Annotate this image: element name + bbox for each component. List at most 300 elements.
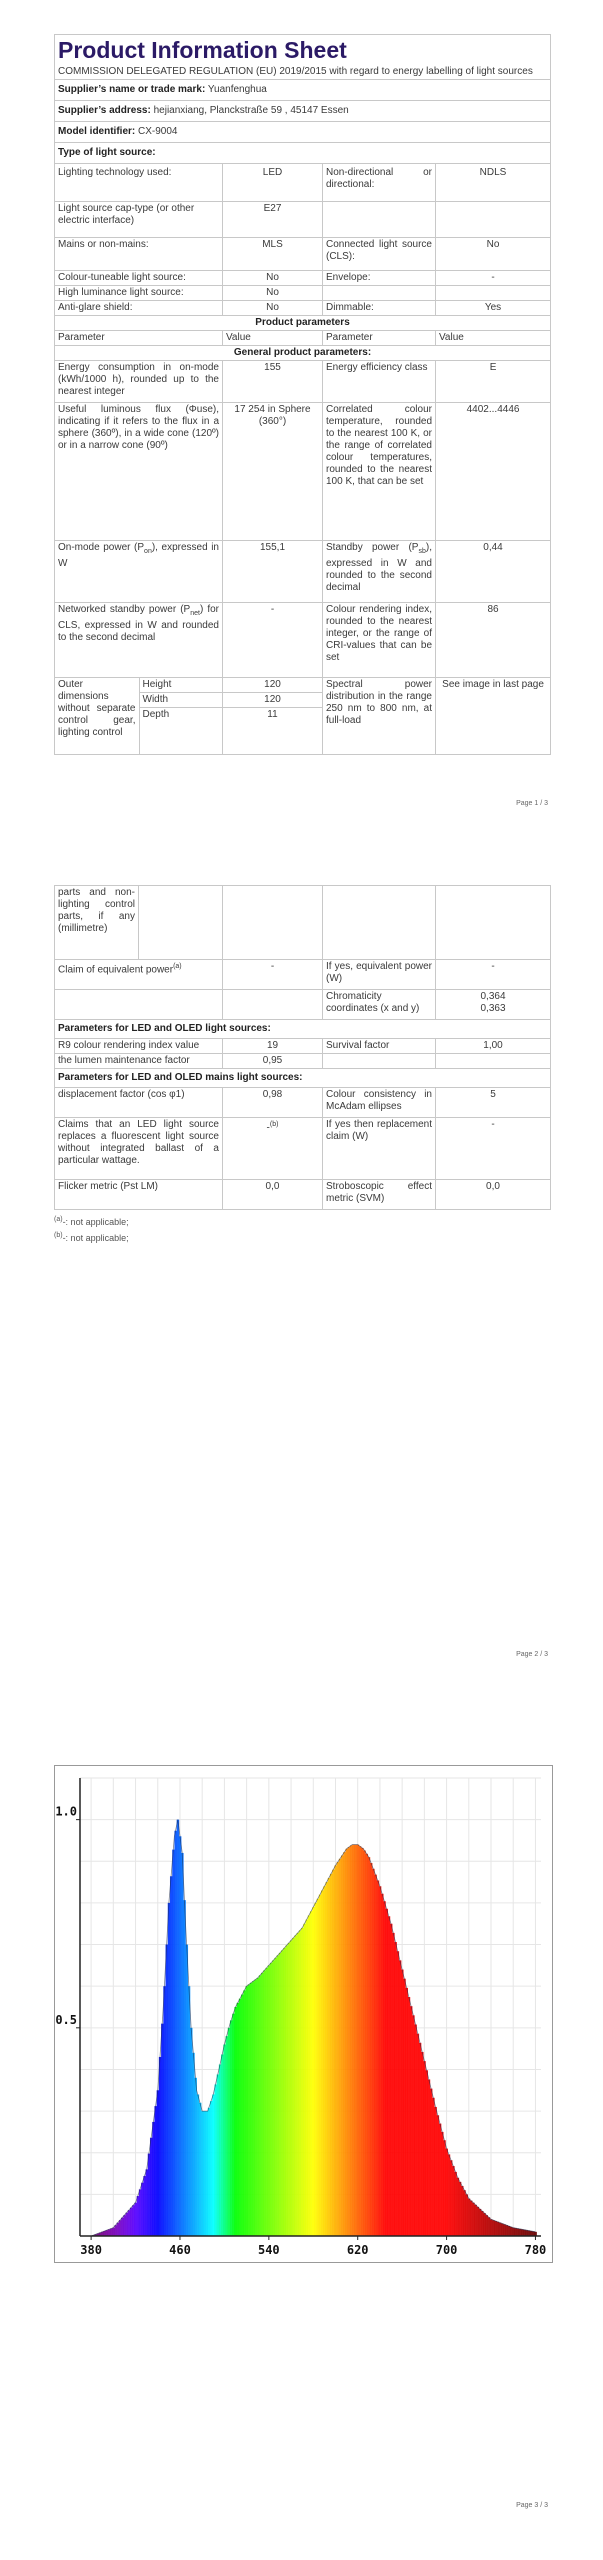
spectrum-bar <box>368 1857 371 2236</box>
spectrum-bar <box>439 2124 442 2236</box>
fluorescent-claim-label: Claims that an LED light source replaces a fluorescent light source without integrated ballast of a particular wattage. <box>55 1118 223 1180</box>
page-2 <box>0 853 603 1706</box>
spectrum-bar <box>345 1849 348 2236</box>
supplier-address-row <box>55 101 551 122</box>
led-params-title: Parameters for LED and OLED light sources: <box>55 1020 551 1039</box>
spectrum-bar <box>114 2225 117 2236</box>
spectrum-bar <box>148 2154 151 2236</box>
spectrum-bar <box>310 1911 313 2236</box>
spectrum-bar <box>279 1953 282 2236</box>
spectrum-bar <box>423 2061 426 2236</box>
spectrum-bar <box>106 2230 109 2236</box>
spectrum-bar <box>190 2028 193 2236</box>
lumen-maintenance-value: 0,95 <box>223 1054 323 1069</box>
mains-label: Mains or non-mains: <box>55 238 223 271</box>
spectrum-bar <box>303 1924 306 2236</box>
spectrum-bar <box>121 2218 124 2236</box>
x-tick-label: 380 <box>80 2243 102 2257</box>
spectrum-bar <box>432 2098 435 2236</box>
spectrum-bar <box>405 1988 408 2236</box>
antiglare-value: No <box>223 301 323 316</box>
spectrum-bar <box>230 2020 233 2236</box>
spectrum-bar <box>248 1985 251 2236</box>
info-table-continued <box>54 885 551 1210</box>
spectrum-bar <box>381 1894 384 2236</box>
displacement-value: 0,98 <box>223 1088 323 1118</box>
r9-label: R9 colour rendering index value <box>55 1039 223 1054</box>
spectrum-bar <box>459 2182 462 2236</box>
spectrum-bar <box>199 2103 202 2236</box>
spectrum-bar <box>217 2074 220 2236</box>
spectrum-bar <box>152 2122 155 2236</box>
spectrum-bar <box>150 2138 153 2236</box>
spectrum-bar <box>401 1970 404 2236</box>
technology-value: LED <box>223 164 323 202</box>
spectrum-bar <box>221 2054 224 2236</box>
spectrum-bar <box>483 2213 486 2236</box>
energy-value: 155 <box>223 361 323 403</box>
spectrum-bar <box>474 2205 477 2236</box>
spectrum-bar <box>350 1845 353 2236</box>
spectrum-bar <box>503 2224 506 2236</box>
spectrum-bar <box>330 1874 333 2236</box>
spectrum-bar <box>394 1942 397 2236</box>
height-label: Height <box>140 678 223 693</box>
supplier-name-value: Yuanfenghua <box>207 84 267 95</box>
spectrum-bar <box>388 1916 391 2236</box>
spectrum-bar <box>241 1995 244 2236</box>
spectrum-bar <box>332 1870 335 2236</box>
equivalent-power-value: - <box>436 960 551 990</box>
spectrum-bar <box>212 2094 215 2236</box>
outer-dimensions-label: Outer dimensions without separate control gear, lighting control <box>55 678 139 754</box>
spectrum-bar <box>214 2084 217 2236</box>
spectrum-bar <box>397 1951 400 2236</box>
replacement-claim-label: If yes then replacement claim (W) <box>323 1118 436 1180</box>
spectrum-bar <box>188 1986 191 2236</box>
flicker-label: Flicker metric (Pst LM) <box>55 1180 223 1210</box>
consistency-value: 5 <box>436 1088 551 1118</box>
spectrum-bar <box>377 1880 380 2236</box>
spectrum-bar <box>226 2036 229 2236</box>
spectrum-bar <box>323 1886 326 2236</box>
cct-label: Correlated colour temperature, rounded to the nearest 100 K, or the range of correlated colour temperatures, rounded to the nearest 100 K, that can be set <box>323 403 436 541</box>
page-footer-2: Page 2 / 3 <box>516 1651 548 1658</box>
tuneable-value: No <box>223 271 323 286</box>
col-value-header: Value <box>223 331 323 346</box>
spectrum-bar <box>110 2229 113 2236</box>
spectrum-bar <box>210 2101 213 2236</box>
spectrum-bar <box>277 1955 280 2236</box>
envelope-value: - <box>436 271 551 286</box>
spectral-chart <box>54 1765 553 2263</box>
supplier-name-row <box>55 80 551 101</box>
sheet-page-1 <box>54 34 550 755</box>
spectrum-bar <box>374 1875 377 2236</box>
spectrum-bar <box>523 2230 526 2236</box>
dimmable-value: Yes <box>436 301 551 316</box>
x-tick-label: 540 <box>257 2243 280 2257</box>
spectrum-bar <box>243 1990 246 2236</box>
spectrum-bar <box>452 2166 455 2236</box>
spectrum-bar <box>412 2015 415 2236</box>
spectrum-bar <box>417 2034 420 2236</box>
technology-label: Lighting technology used: <box>55 164 223 202</box>
spectrum-bar <box>419 2043 422 2236</box>
spectrum-bar <box>390 1924 393 2236</box>
spectrum-bar <box>234 2007 237 2236</box>
spectrum-bar <box>430 2089 433 2236</box>
equivalent-power-claim-label: Claim of equivalent power$^{(a)}$ <box>55 960 223 990</box>
onpower-value: 155,1 <box>223 541 323 603</box>
spectrum-bar <box>501 2224 504 2236</box>
spectrum-bar <box>461 2186 464 2236</box>
standby-value: 0,44 <box>436 541 551 603</box>
y-tick-label: 1.0 <box>55 1804 77 1819</box>
outer-dimensions-label-cont: parts and non-lighting control parts, if any (millimetre) <box>55 886 139 960</box>
spectrum-bar <box>441 2132 444 2236</box>
spectrum-bar <box>174 1831 177 2236</box>
standby-label: Standby power $(P_{sb})$, expressed in W and rounded to the second decimal <box>323 541 436 603</box>
directional-label: Non-directional or directional: <box>323 164 436 202</box>
spectrum-bar <box>170 1876 173 2236</box>
spectrum-bar <box>117 2223 120 2236</box>
spectrum-bar <box>197 2094 200 2236</box>
spectrum-bar <box>154 2106 157 2236</box>
spectrum-bar <box>306 1920 309 2236</box>
type-label: Type of light source: <box>55 143 551 164</box>
efficiency-class-value: E <box>436 361 551 403</box>
footnote-a: $^{(a)}$-: not applicable; <box>54 1216 129 1227</box>
depth-value: 11 <box>267 709 278 720</box>
spectrum-bar <box>228 2028 231 2236</box>
spectrum-bar <box>379 1886 382 2236</box>
spectrum-bar <box>270 1963 273 2236</box>
spectrum-bar <box>481 2211 484 2236</box>
spectrum-bar <box>494 2221 497 2236</box>
model-label: Model identifier: <box>58 126 136 137</box>
spectrum-bar <box>508 2226 511 2236</box>
spectrum-bar <box>294 1935 297 2236</box>
spectrum-bar <box>272 1960 275 2236</box>
spectrum-bar <box>392 1933 395 2236</box>
spectrum-bar <box>186 1945 189 2236</box>
sheet-page-2 <box>54 885 550 1245</box>
spectrum-bar <box>399 1960 402 2236</box>
spectrum-bar <box>297 1933 300 2236</box>
consistency-label: Colour consistency in McAdam ellipses <box>323 1088 436 1118</box>
spectrum-bar <box>181 1853 184 2236</box>
spectrum-bar <box>472 2203 475 2236</box>
spectral-value: See image in last page <box>436 678 551 755</box>
spectrum-bar <box>286 1945 289 2236</box>
replacement-claim-value: - <box>436 1118 551 1180</box>
spectrum-bar <box>370 1863 373 2236</box>
energy-label: Energy consumption in on-mode (kWh/1000 h), rounded up to the nearest integer <box>55 361 223 403</box>
flicker-value: 0,0 <box>223 1180 323 1210</box>
spectrum-bar <box>443 2140 446 2236</box>
spectrum-bar <box>445 2149 448 2236</box>
spectrum-bar <box>301 1928 304 2236</box>
spectrum-bar <box>134 2203 137 2236</box>
cri-label: Colour rendering index, rounded to the nearest integer, or the range of CRI-values that can be set <box>323 603 436 678</box>
spectrum-bar <box>177 1820 180 2236</box>
survival-label: Survival factor <box>323 1039 436 1054</box>
envelope-label: Envelope: <box>323 271 436 286</box>
spectrum-bar <box>146 2169 149 2236</box>
spectrum-bar <box>263 1970 266 2236</box>
spectrum-bar <box>314 1903 317 2236</box>
spectrum-bar <box>457 2178 460 2236</box>
spectrum-bar <box>325 1882 328 2236</box>
led-mains-title: Parameters for LED and OLED mains light sources: <box>55 1069 551 1088</box>
spectrum-bar <box>292 1938 295 2236</box>
spectrum-bar <box>259 1975 262 2236</box>
spectrum-bar <box>454 2172 457 2236</box>
spectrum-bar <box>219 2064 222 2236</box>
spectral-chart-svg <box>55 1766 552 2262</box>
product-params-title: Product parameters <box>55 316 551 331</box>
supplier-address-label: Supplier’s address: <box>58 105 151 116</box>
spectrum-bar <box>363 1850 366 2236</box>
spectrum-bar <box>410 2006 413 2236</box>
high-luminance-value: No <box>223 286 323 301</box>
spectrum-bar <box>357 1845 360 2236</box>
spectrum-bar <box>266 1968 269 2236</box>
spectrum-bar <box>223 2044 226 2236</box>
outer-dimensions-cell <box>55 678 223 755</box>
spectrum-bar <box>448 2154 451 2236</box>
spectrum-bar <box>252 1981 255 2236</box>
spectrum-bar <box>126 2213 129 2236</box>
chromaticity-label: Chromaticity coordinates (x and y) <box>323 990 436 1020</box>
equivalent-power-label: If yes, equivalent power (W) <box>323 960 436 990</box>
spectrum-bar <box>192 2053 195 2236</box>
spectrum-bar <box>261 1973 264 2236</box>
spectrum-bar <box>505 2225 508 2236</box>
spectrum-bar <box>143 2176 146 2236</box>
spectrum-bar <box>168 1903 171 2236</box>
spectrum-bar <box>521 2229 524 2236</box>
page-footer-3: Page 3 / 3 <box>516 2502 548 2509</box>
spectrum-bar <box>517 2229 520 2236</box>
footnotes <box>54 1213 550 1245</box>
info-table <box>54 34 551 755</box>
spectrum-bar <box>339 1859 342 2236</box>
x-tick-label: 460 <box>169 2243 191 2257</box>
spectrum-bar <box>403 1979 406 2236</box>
lumen-maintenance-label: the lumen maintenance factor <box>55 1054 223 1069</box>
tuneable-label: Colour-tuneable light source: <box>55 271 223 286</box>
spectrum-bar <box>383 1901 386 2236</box>
spectrum-bar <box>123 2215 126 2236</box>
spectrum-bar <box>274 1958 277 2236</box>
spectrum-bar <box>510 2227 513 2236</box>
spectrum-bar <box>312 1907 315 2236</box>
supplier-address-value: hejianxiang, Planckstraße 59 , 45147 Essen <box>153 105 349 116</box>
spectrum-bar <box>166 1945 169 2236</box>
spectrum-bar <box>497 2222 500 2236</box>
spectrum-bar <box>206 2111 209 2236</box>
spectrum-bar <box>365 1854 368 2236</box>
y-tick-label: 0.5 <box>55 2012 77 2027</box>
spectrum-bar <box>283 1948 286 2236</box>
spectrum-bar <box>237 2003 240 2236</box>
regulation-text: COMMISSION DELEGATED REGULATION (EU) 2019/2015 with regard to energy labelling of light sources <box>55 65 551 80</box>
col-param-header: Parameter <box>55 331 223 346</box>
spectrum-bar <box>246 1986 249 2236</box>
spectrum-bar <box>157 2090 160 2236</box>
spectrum-bar <box>141 2183 144 2236</box>
displacement-label: displacement factor (cos φ1) <box>55 1088 223 1118</box>
cri-value: 86 <box>436 603 551 678</box>
spectrum-bar <box>194 2078 197 2236</box>
footnote-b: $^{(b)}$-: not applicable; <box>54 1232 129 1243</box>
width-label: Width <box>140 693 223 708</box>
general-params-title: General product parameters: <box>55 346 551 361</box>
high-luminance-label: High luminance light source: <box>55 286 223 301</box>
r9-value: 19 <box>223 1039 323 1054</box>
spectrum-bar <box>434 2107 437 2236</box>
page-1 <box>0 0 603 853</box>
spectrum-bar <box>239 1999 242 2236</box>
spectrum-bar <box>163 1986 166 2236</box>
spectrum-bar <box>321 1890 324 2236</box>
stroboscopic-value: 0,0 <box>436 1180 551 1210</box>
spectrum-bar <box>463 2190 466 2236</box>
spectrum-bar <box>308 1915 311 2236</box>
spectrum-bar <box>139 2189 142 2236</box>
model-value: CX-9004 <box>138 126 178 137</box>
antiglare-label: Anti-glare shield: <box>55 301 223 316</box>
spectrum-bar <box>317 1899 320 2236</box>
spectrum-bar <box>361 1848 364 2236</box>
spectrum-bar <box>281 1950 284 2236</box>
spectrum-bar <box>485 2215 488 2236</box>
efficiency-class-label: Energy efficiency class <box>323 361 436 403</box>
spectrum-bar <box>470 2201 473 2236</box>
spectrum-bar <box>425 2070 428 2236</box>
net-standby-label: Networked standby power $(P_{net})$ for CLS, expressed in W and rounded to the second decimal <box>55 603 223 678</box>
spectrum-bar <box>385 1909 388 2236</box>
spectrum-bar <box>337 1862 340 2236</box>
x-tick-label: 620 <box>346 2243 369 2257</box>
x-tick-label: 700 <box>435 2243 458 2257</box>
spectrum-bar <box>359 1846 362 2236</box>
cap-label: Light source cap-type (or other electric interface) <box>55 202 223 238</box>
spectral-label: Spectral power distribution in the range 250 nm to 800 nm, at full-load <box>323 678 436 755</box>
spectrum-bar <box>250 1983 253 2236</box>
spectrum-bar <box>179 1836 182 2236</box>
cct-value: 4402...4446 <box>436 403 551 541</box>
spectrum-bar <box>119 2220 122 2236</box>
stroboscopic-label: Stroboscopic effect metric (SVM) <box>323 1180 436 1210</box>
spectrum-bar <box>499 2223 502 2236</box>
spectrum-bar <box>112 2228 115 2236</box>
chromaticity-value: 0,364 0,363 <box>436 990 551 1020</box>
spectrum-bar <box>525 2230 528 2236</box>
spectrum-bar <box>465 2194 468 2236</box>
cls-label: Connected light source (CLS): <box>323 238 436 271</box>
spectrum-bar <box>468 2199 471 2236</box>
spectrum-bar <box>492 2220 495 2236</box>
spectrum-bar <box>450 2160 453 2236</box>
spectrum-bar <box>290 1940 293 2236</box>
spectrum-bar <box>137 2196 140 2236</box>
col-param2-header: Parameter <box>323 331 436 346</box>
spectrum-bar <box>319 1895 322 2236</box>
spectrum-bar <box>479 2209 482 2236</box>
spectrum-bar <box>201 2111 204 2236</box>
spectrum-bar <box>232 2014 235 2236</box>
cap-value: E27 <box>223 202 323 238</box>
spectrum-bar <box>372 1869 375 2236</box>
spectrum-bar <box>334 1865 337 2236</box>
spectrum-bar <box>328 1878 331 2236</box>
mains-value: MLS <box>223 238 323 271</box>
spectrum-bar <box>132 2205 135 2236</box>
spectrum-bar <box>299 1930 302 2236</box>
spectrum-bar <box>254 1980 257 2236</box>
onpower-label: On-mode power $(P_{on})$, expressed in W <box>55 541 223 603</box>
spectrum-bar <box>341 1855 344 2236</box>
spectrum-bar <box>519 2229 522 2236</box>
height-value: 120 <box>223 678 322 693</box>
spectrum-bar <box>512 2228 515 2236</box>
col-value2-header: Value <box>436 331 551 346</box>
dimmable-label: Dimmable: <box>323 301 436 316</box>
dimensions-values-cell <box>223 678 323 755</box>
spectrum-bar <box>183 1900 186 2236</box>
directional-value: NDLS <box>436 164 551 202</box>
page-footer-1: Page 1 / 3 <box>516 800 548 807</box>
spectrum-bar <box>128 2210 131 2236</box>
spectrum-bar <box>414 2024 417 2236</box>
fluorescent-claim-value: -$^{(b)}$ <box>223 1118 323 1180</box>
spectrum-bar <box>288 1943 291 2236</box>
spectrum-bar <box>352 1845 355 2236</box>
spectrum-bar <box>257 1978 260 2236</box>
spectrum-bar <box>159 2057 162 2236</box>
spectrum-bar <box>130 2208 133 2236</box>
spectrum-bar <box>108 2229 111 2236</box>
spectrum-bar <box>528 2231 531 2236</box>
depth-label: Depth <box>142 709 170 720</box>
spectrum-bar <box>437 2115 440 2236</box>
flux-value: 17 254 in Sphere (360°) <box>223 403 323 541</box>
spectrum-bar <box>428 2079 431 2236</box>
model-row <box>55 122 551 143</box>
spectrum-bar <box>161 2024 164 2236</box>
supplier-name-label: Supplier’s name or trade mark: <box>58 84 206 95</box>
spectrum-bar <box>421 2052 424 2236</box>
equivalent-power-claim-value: - <box>223 960 323 990</box>
spectrum-bar <box>514 2228 517 2236</box>
spectrum-bar <box>477 2207 480 2236</box>
net-standby-value: - <box>223 603 323 678</box>
spectrum-bar <box>348 1847 351 2236</box>
survival-value: 1,00 <box>436 1039 551 1054</box>
width-value: 120 <box>223 693 322 708</box>
spectrum-bar <box>354 1845 357 2236</box>
spectrum-bar <box>172 1850 175 2236</box>
x-tick-label: 780 <box>524 2243 547 2257</box>
spectrum-bar <box>343 1852 346 2236</box>
spectrum-bar <box>490 2219 493 2236</box>
spectrum-bar <box>268 1965 271 2236</box>
spectrum-bar <box>488 2217 491 2236</box>
page-title: Product Information Sheet <box>58 37 347 63</box>
